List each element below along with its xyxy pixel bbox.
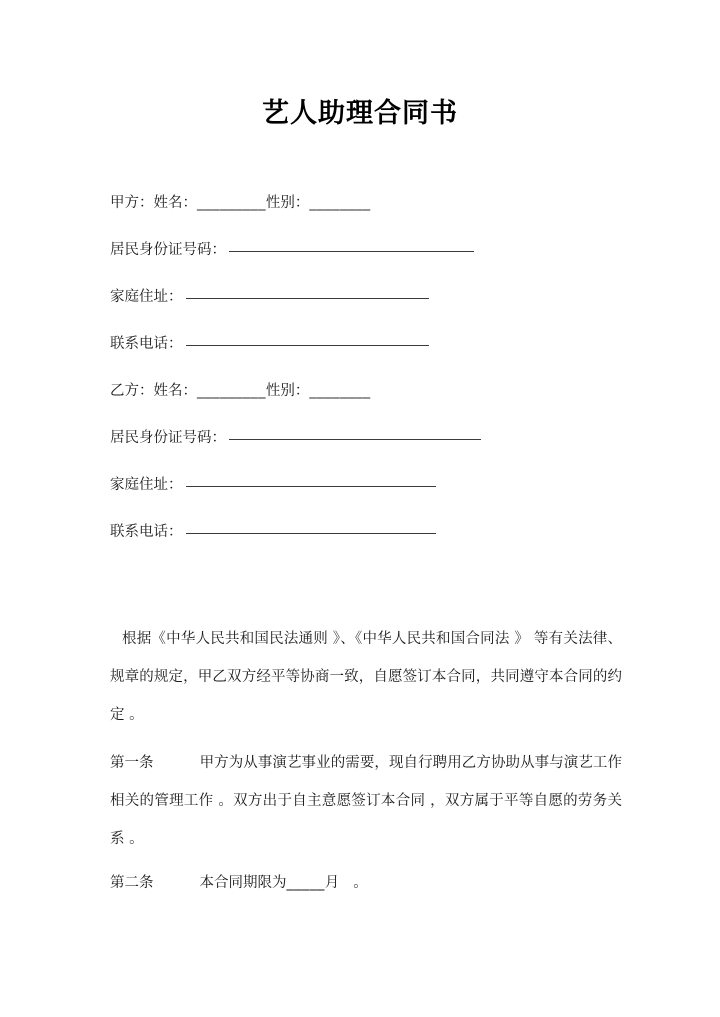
party-b-address-row	[110, 475, 670, 522]
party-b-phone-label: 联系电话：	[110, 524, 183, 540]
page-title: 艺人助理合同书	[262, 98, 458, 129]
party-b-id-label: 居民身份证号码：	[110, 430, 226, 446]
party-b-id-blank[interactable]	[229, 425, 481, 440]
party-b-phone-row	[110, 522, 670, 569]
party-b-address-label: 家庭住址：	[110, 477, 183, 493]
party-a-gender-label: 性别：	[265, 195, 310, 211]
article-2-end-punctuation: 。	[353, 875, 368, 891]
party-a-name-blank[interactable]: _________	[197, 195, 266, 211]
party-b-name-blank[interactable]: _________	[197, 383, 266, 399]
article-2-paragraph	[110, 864, 368, 902]
party-a-phone-row	[110, 334, 670, 381]
party-a-name-label: 甲方：姓名：	[110, 195, 197, 211]
party-b-id-row	[110, 428, 670, 475]
party-b-gender-blank[interactable]: ________	[309, 383, 371, 399]
party-b-name-row	[110, 381, 670, 428]
preamble-paragraph: 根据《中华人民共和国民法通则 》、《中华人民共和国合同法 》 等有关法律、规章的规定，甲乙双方经平等协商一致，自愿签订本合同，共同遵守本合同的约定 。	[110, 631, 622, 723]
article-2-prefix: 本合同期限为	[199, 875, 287, 891]
party-b-name-label: 乙方：姓名：	[110, 383, 197, 399]
article-2-suffix: 月	[324, 875, 340, 891]
party-b-address-blank[interactable]	[186, 472, 436, 487]
party-a-id-blank[interactable]	[229, 237, 474, 252]
party-information-fields	[110, 193, 670, 569]
article-1-paragraph	[110, 744, 622, 858]
party-a-phone-blank[interactable]	[186, 331, 429, 346]
party-a-name-row	[110, 193, 670, 240]
article-2-label: 第二条	[110, 875, 154, 891]
party-a-address-blank[interactable]	[186, 284, 429, 299]
party-a-address-row	[110, 287, 670, 334]
party-a-id-label: 居民身份证号码：	[110, 242, 226, 258]
party-a-gender-blank[interactable]: ________	[309, 195, 371, 211]
party-b-gender-label: 性别：	[265, 383, 310, 399]
article-2-term-blank[interactable]: _____	[286, 875, 325, 891]
party-a-id-row	[110, 240, 670, 287]
party-a-phone-label: 联系电话：	[110, 336, 183, 352]
article-1-text: 甲方为从事演艺事业的需要，现自行聘用乙方协助从事与演艺工作相关的管理工作 。双方出于自主意愿签订本合同 ，双方属于平等自愿的劳务关系 。	[110, 755, 622, 847]
party-a-address-label: 家庭住址：	[110, 289, 183, 305]
article-1-label: 第一条	[110, 755, 154, 771]
party-b-phone-blank[interactable]	[186, 519, 436, 534]
